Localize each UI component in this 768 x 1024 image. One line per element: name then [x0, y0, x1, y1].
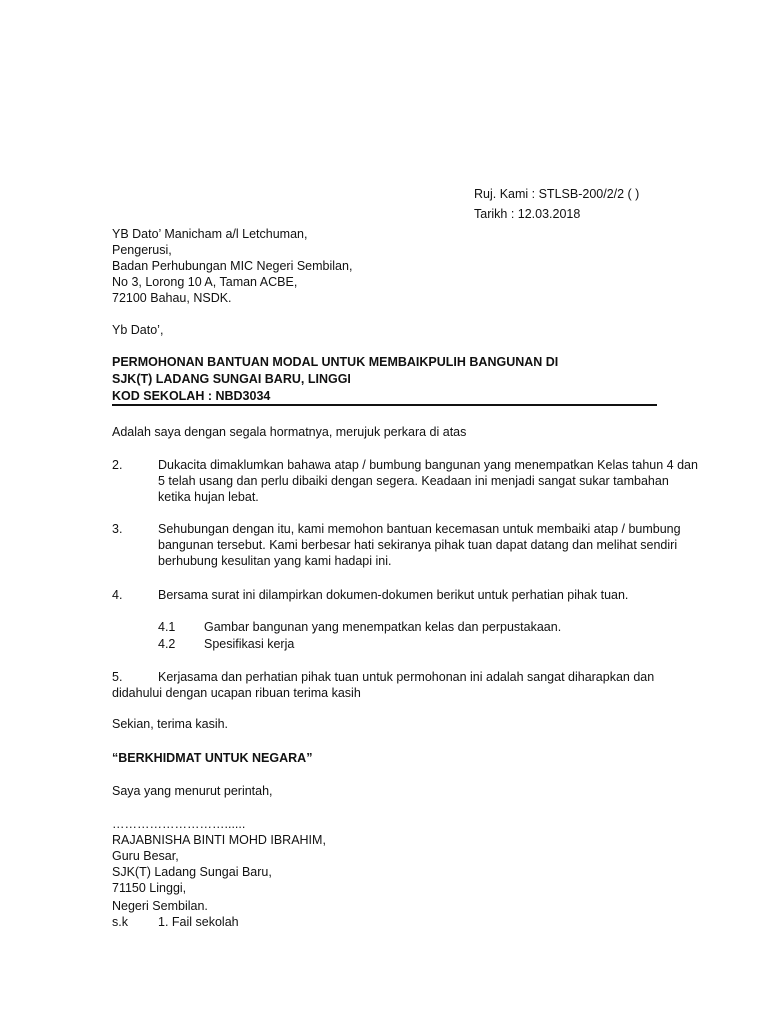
signatory-line: Negeri Sembilan. [112, 899, 208, 913]
recipient-line: 72100 Bahau, NSDK. [112, 291, 232, 305]
paragraph-line: bangunan tersebut. Kami berbesar hati sekiranya pihak tuan dapat datang dan melihat sendiri [158, 538, 678, 552]
attachment-number: 4.2 [158, 637, 176, 651]
sign-off: Saya yang menurut perintah, [112, 784, 273, 798]
paragraph-line: ketika hujan lebat. [158, 490, 259, 504]
closing-line: Sekian, terima kasih. [112, 717, 229, 731]
paragraph-number: 5. [112, 670, 123, 684]
subject-underline [112, 404, 657, 406]
subject-line: SJK(T) LADANG SUNGAI BARU, LINGGI [112, 372, 351, 386]
opening-sentence: Adalah saya dengan segala hormatnya, merujuk perkara di atas [112, 425, 467, 439]
motto: “BERKHIDMAT UNTUK NEGARA” [112, 751, 313, 765]
paragraph-line: berhubung kesulitan yang kami hadapi ini. [158, 554, 392, 568]
paragraph-line: Kerjasama dan perhatian pihak tuan untuk permohonan ini adalah sangat diharapkan dan [158, 670, 655, 684]
recipient-line: Badan Perhubungan MIC Negeri Sembilan, [112, 259, 353, 273]
subject-line: PERMOHONAN BANTUAN MODAL UNTUK MEMBAIKPULIH BANGUNAN DI [112, 355, 559, 369]
signatory-line: RAJABNISHA BINTI MOHD IBRAHIM, [112, 833, 326, 847]
cc-label: s.k [112, 915, 128, 929]
signatory-line: SJK(T) Ladang Sungai Baru, [112, 865, 272, 879]
signature-line: ………………………...... [112, 817, 246, 831]
paragraph-line: Sehubungan dengan itu, kami memohon bantuan kecemasan untuk membaiki atap / bumbung [158, 522, 681, 536]
subject-line: KOD SEKOLAH : NBD3034 [112, 389, 271, 403]
letter-date: Tarikh : 12.03.2018 [474, 207, 581, 221]
paragraph-number: 2. [112, 458, 123, 472]
paragraph-line: Dukacita dimaklumkan bahawa atap / bumbung bangunan yang menempatkan Kelas tahun 4 dan [158, 458, 698, 472]
signatory-line: 71150 Linggi, [112, 881, 187, 895]
attachment-item: Spesifikasi kerja [204, 637, 295, 651]
paragraph-line: didahului dengan ucapan ribuan terima kasih [112, 686, 361, 700]
reference-number: Ruj. Kami : STLSB-200/2/2 ( ) [474, 187, 640, 201]
salutation: Yb Dato’, [112, 323, 164, 337]
cc-item: 1. Fail sekolah [158, 915, 239, 929]
signatory-line: Guru Besar, [112, 849, 179, 863]
recipient-line: YB Dato’ Manicham a/l Letchuman, [112, 227, 308, 241]
attachment-item: Gambar bangunan yang menempatkan kelas dan perpustakaan. [204, 620, 562, 634]
paragraph-line: 5 telah usang dan perlu dibaiki dengan segera. Keadaan ini menjadi sangat sukar tambahan [158, 474, 669, 488]
paragraph-number: 4. [112, 588, 123, 602]
paragraph-line: Bersama surat ini dilampirkan dokumen-dokumen berikut untuk perhatian pihak tuan. [158, 588, 629, 602]
attachment-number: 4.1 [158, 620, 176, 634]
recipient-line: No 3, Lorong 10 A, Taman ACBE, [112, 275, 298, 289]
recipient-line: Pengerusi, [112, 243, 172, 257]
paragraph-number: 3. [112, 522, 123, 536]
